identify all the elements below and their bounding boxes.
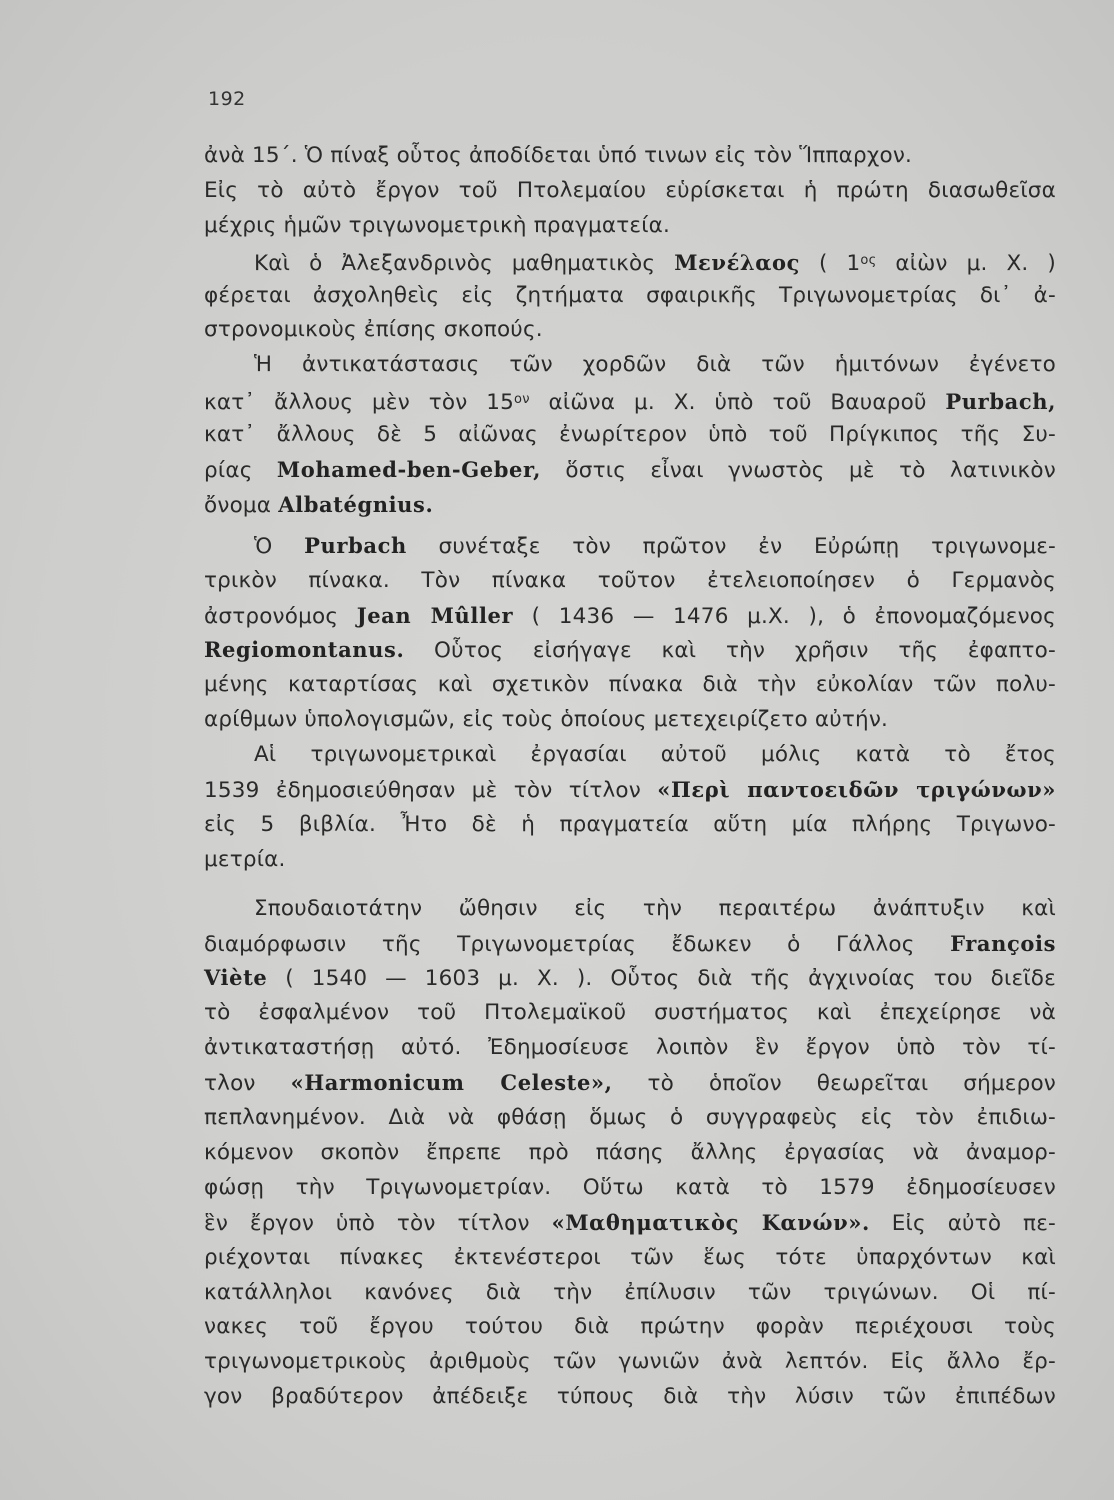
- text-run: ( 1540 — 1603 μ. Χ. ). Οὗτος διὰ τῆς ἀγχινοίας του διεῖδε: [267, 966, 1056, 992]
- text-line: [204, 453, 1056, 488]
- page-number: 192: [208, 88, 246, 110]
- text-run: φέρεται ἀσχοληθεὶς εἰς ζητήματα σφαιρικῆς Τριγωνομετρίας δι᾿ ἀ-: [204, 282, 1056, 308]
- superscript: ον: [514, 392, 530, 408]
- text-run: Εἰς τὸ αὐτὸ ἔργον τοῦ Πτολεμαίου εὑρίσκεται ἡ πρώτη διασωθεῖσα: [204, 177, 1056, 203]
- text-line: [204, 348, 1056, 383]
- text-run: μετρία.: [204, 846, 286, 872]
- bold-term: Viète: [204, 965, 268, 991]
- bold-term: Regiomontanus.: [204, 637, 405, 663]
- text-line: [204, 313, 1056, 348]
- text-line: [204, 174, 1056, 209]
- text-line: [204, 1380, 1056, 1415]
- text-line: [204, 599, 1056, 634]
- text-run: Εἰς αὐτὸ πε-: [869, 1210, 1056, 1236]
- text-run: Οὗτος εἰσήγαγε καὶ τὴν χρῆσιν τῆς ἐφαπτο-: [404, 638, 1056, 664]
- text-run: ὄνομα: [204, 492, 279, 518]
- text-line: [204, 843, 1056, 878]
- text-run: ( 1: [800, 250, 861, 276]
- text-run: φώσῃ τὴν Τριγωνομετρίαν. Οὕτω κατὰ τὸ 1579 ἐδημοσίευσεν: [204, 1174, 1056, 1200]
- text-run: στρονομικοὺς ἐπίσης σκοπούς.: [204, 317, 543, 343]
- text-run: αρίθμων ὑπολογισμῶν, εἰς τοὺς ὁποίους μετεχειρίζετο αὐτήν.: [204, 707, 889, 733]
- bold-term: «Περὶ παντοειδῶν τριγώνων»: [657, 777, 1056, 803]
- text-run: κόμενον σκοπὸν ἔπρεπε πρὸ πάσης ἄλλης ἐργασίας νὰ ἀναμορ-: [204, 1139, 1056, 1165]
- text-run: διαμόρφωσιν τῆς Τριγωνομετρίας ἔδωκεν ὁ Γάλλος: [204, 931, 951, 957]
- text-run: Αἱ τριγωνομετρικαὶ ἐργασίαι αὐτοῦ μόλις κατὰ τὸ ἔτος: [254, 742, 1056, 768]
- text-run: ἀστρονόμος: [204, 603, 357, 629]
- text-line: [204, 244, 1056, 279]
- text-line: [204, 738, 1056, 773]
- text-run: ( 1436 — 1476 μ.Χ. ), ὁ ἐπονομαζόμενος: [513, 603, 1056, 629]
- bold-term: Jean Mûller: [356, 602, 514, 628]
- text-line: [204, 1206, 1056, 1241]
- text-line: [204, 1066, 1056, 1101]
- bold-term: «Harmonicum Celeste»,: [290, 1070, 613, 1096]
- text-line: [204, 996, 1056, 1031]
- text-line: [204, 564, 1056, 599]
- text-line: [204, 1031, 1056, 1066]
- text-run: ἀντικαταστήσῃ αὐτό. Ἐδημοσίευσε λοιπὸν ἓν ἔργον ὑπὸ τὸν τί-: [204, 1035, 1056, 1061]
- text-run: ὅστις εἶναι γνωστὸς μὲ τὸ λατινικὸν: [541, 458, 1056, 484]
- text-line: [204, 633, 1056, 668]
- bold-term: Purbach: [304, 532, 407, 558]
- text-run: μένης καταρτίσας καὶ σχετικὸν πίνακα διὰ τὴν εὐκολίαν τῶν πολυ-: [204, 672, 1056, 698]
- bold-term: Μενέλαος: [674, 249, 801, 275]
- text-run: τὸ ὁποῖον θεωρεῖται σήμερον: [612, 1071, 1057, 1097]
- text-run: κατ᾿ ἄλλους δὲ 5 αἰῶνας ἐνωρίτερον ὑπὸ τοῦ Πρίγκιπος τῆς Συ-: [204, 422, 1056, 448]
- text-run: νακες τοῦ ἔργου τούτου διὰ πρώτην φορὰν περιέχουσι τοὺς: [204, 1314, 1056, 1340]
- text-run: κατάλληλοι κανόνες διὰ τὴν ἐπίλυσιν τῶν τριγώνων. Οἱ πί-: [204, 1279, 1056, 1305]
- bold-term: François: [950, 930, 1056, 956]
- text-line: [204, 668, 1056, 703]
- text-run: τὸ ἐσφαλμένον τοῦ Πτολεμαϊκοῦ συστήματος καὶ ἐπεχείρησε νὰ: [204, 1000, 1056, 1026]
- text-run: Ὁ: [254, 533, 305, 559]
- text-line: [204, 1136, 1056, 1171]
- text-line: [204, 892, 1056, 927]
- text-run: ρίας: [204, 458, 277, 484]
- text-run: τρικὸν πίνακα. Τὸν πίνακα τοῦτον ἐτελειοποίησεν ὁ Γερμανὸς: [204, 567, 1056, 593]
- text-line: [204, 383, 1056, 418]
- text-run: εἰς 5 βιβλία. Ἦτο δὲ ἡ πραγματεία αὕτη μία πλήρης Τριγωνο-: [204, 811, 1056, 837]
- text-line: [204, 529, 1056, 564]
- body-text: [204, 139, 1056, 1415]
- text-line: [204, 279, 1056, 314]
- text-line: [204, 773, 1056, 808]
- text-run: πεπλανημένον. Διὰ νὰ φθάσῃ ὅμως ὁ συγγραφεὺς εἰς τὸν ἐπιδιω-: [204, 1105, 1056, 1131]
- text-line: [204, 808, 1056, 843]
- superscript: ος: [860, 252, 877, 268]
- bold-term: Albatégnius.: [278, 491, 434, 517]
- text-line: [204, 1171, 1056, 1206]
- bold-term: «Μαθηματικὸς Κανών».: [551, 1209, 870, 1235]
- text-line: [204, 1101, 1056, 1136]
- text-line: [204, 209, 1056, 244]
- text-line: [204, 961, 1056, 996]
- text-line: [204, 139, 1056, 174]
- text-line: [204, 1310, 1056, 1345]
- text-run: ἀνὰ 15΄. Ὁ πίναξ οὗτος ἀποδίδεται ὑπό τινων εἰς τὸν Ἵππαρχον.: [204, 143, 913, 168]
- text-run: Καὶ ὁ Ἀλεξανδρινὸς μαθηματικὸς: [254, 250, 675, 276]
- text-line: [204, 1241, 1056, 1276]
- text-run: μέχρις ἡμῶν τριγωνομετρικὴ πραγματεία.: [204, 212, 671, 238]
- text-run: τλον: [204, 1071, 291, 1097]
- text-line: [204, 488, 1056, 523]
- text-run: ἓν ἔργον ὑπὸ τὸν τίτλον: [204, 1210, 552, 1236]
- bold-term: Mohamed-ben-Geber,: [276, 457, 542, 483]
- text-run: 1539 ἐδημοσιεύθησαν μὲ τὸν τίτλον: [204, 778, 658, 804]
- bold-term: Purbach,: [945, 389, 1056, 415]
- text-run: Σπουδαιοτάτην ὤθησιν εἰς τὴν περαιτέρω ἀνάπτυξιν καὶ: [254, 895, 1056, 921]
- text-run: συνέταξε τὸν πρῶτον ἐν Εὐρώπῃ τριγωνομε-: [406, 533, 1056, 559]
- text-run: τριγωνομετρικοὺς ἀριθμοὺς τῶν γωνιῶν ἀνὰ λεπτόν. Εἰς ἄλλο ἔρ-: [204, 1349, 1056, 1375]
- text-run: αἰῶνα μ. Χ. ὑπὸ τοῦ Βαυαροῦ: [529, 390, 946, 416]
- text-line: [204, 1345, 1056, 1380]
- text-line: [204, 703, 1056, 738]
- text-line: [204, 418, 1056, 453]
- text-line: [204, 1276, 1056, 1311]
- text-run: ριέχονται πίνακες ἐκτενέστεροι τῶν ἕως τότε ὑπαρχόντων καὶ: [204, 1244, 1056, 1270]
- text-line: [204, 927, 1056, 962]
- text-run: γον βραδύτερον ἀπέδειξε τύπους διὰ τὴν λύσιν τῶν ἐπιπέδων: [204, 1384, 1056, 1410]
- text-run: αἰὼν μ. Χ. ): [876, 250, 1056, 276]
- text-run: Ἡ ἀντικατάστασις τῶν χορδῶν διὰ τῶν ἡμιτόνων ἐγένετο: [254, 352, 1056, 378]
- text-run: κατ᾿ ἄλλους μὲν τὸν 15: [204, 390, 515, 416]
